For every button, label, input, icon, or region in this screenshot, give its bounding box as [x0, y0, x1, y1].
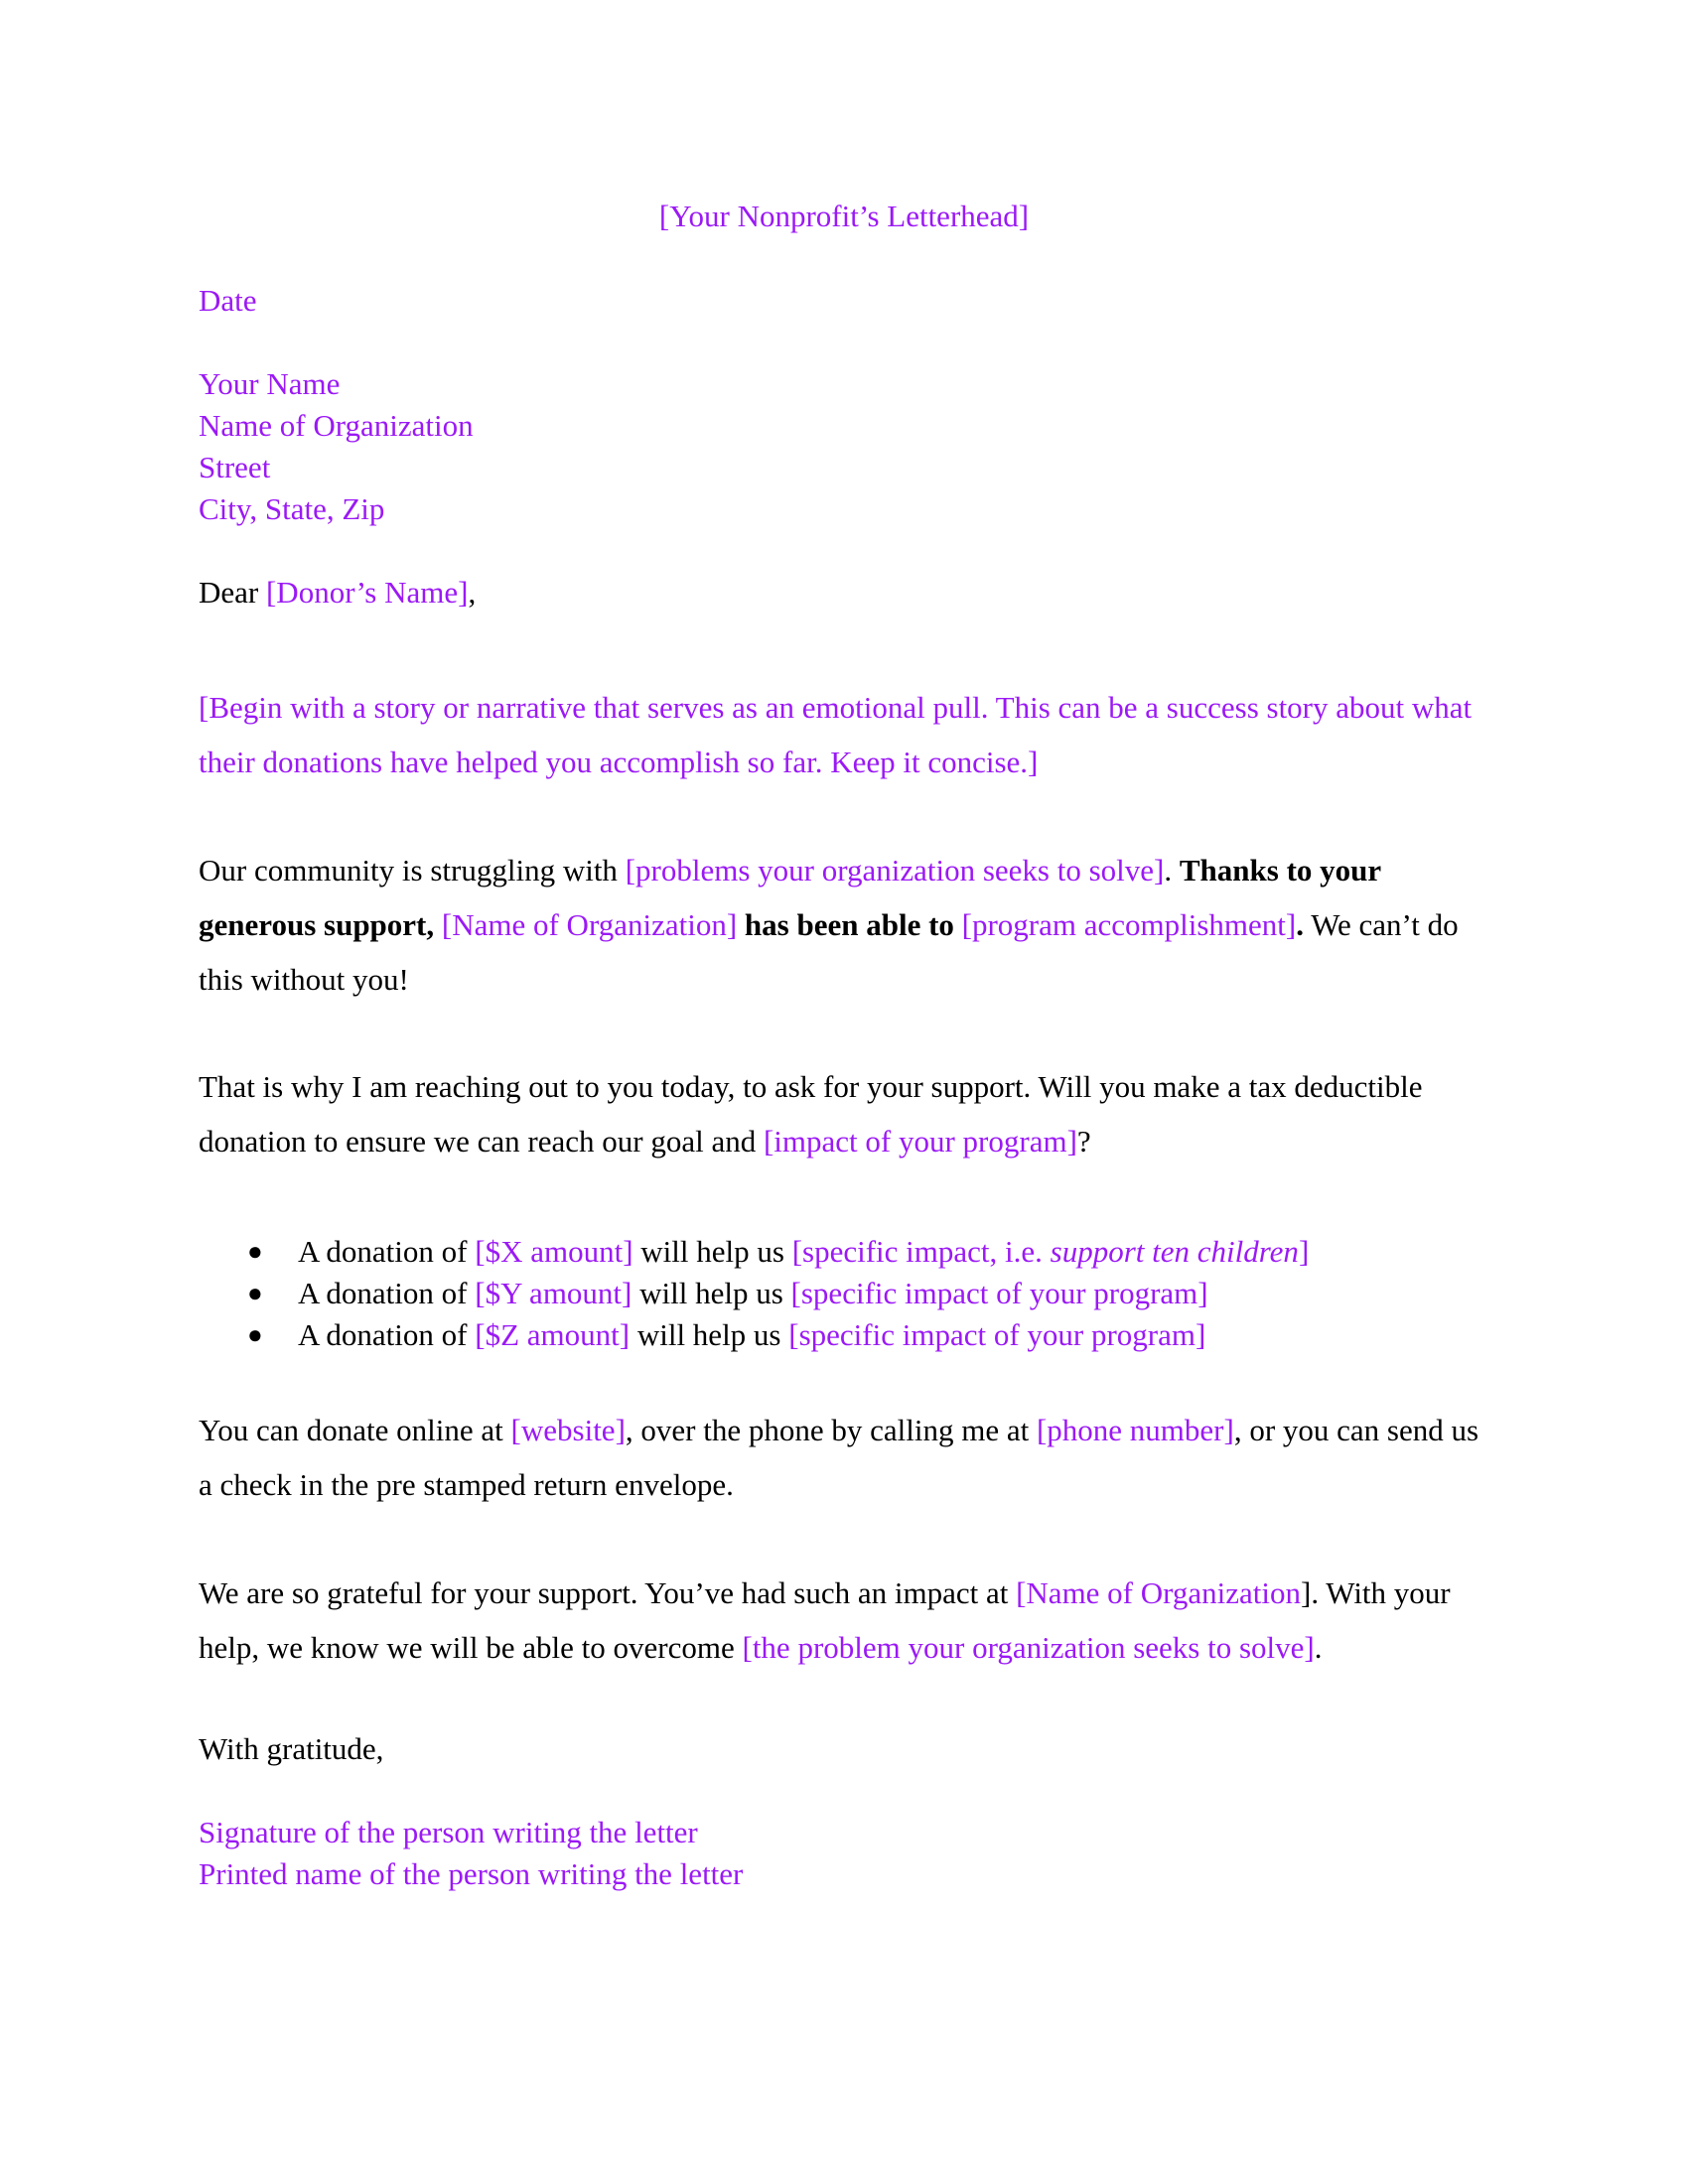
salutation — [199, 572, 476, 614]
signature-line: Signature of the person writing the letter — [199, 1815, 698, 1849]
donor-name-placeholder: [Donor’s Name] — [265, 575, 469, 610]
impact-example-italic: support ten children — [1050, 1234, 1299, 1269]
bullet-middle: will help us — [633, 1234, 792, 1269]
printed-name-line: Printed name of the person writing the letter — [199, 1856, 744, 1891]
community-text-3 — [434, 907, 442, 942]
impact-placeholder: [impact of your program] — [763, 1124, 1077, 1159]
impact-placeholder: [specific impact of your program] — [788, 1317, 1206, 1352]
sender-name: Your Name — [199, 366, 341, 401]
amount-placeholder: [$Z amount] — [475, 1317, 631, 1352]
bullet-dot: ● — [247, 1320, 263, 1349]
grateful-text-1: We are so grateful for your support. You’ve had such an impact at — [199, 1575, 1017, 1610]
bullet-prefix: A donation of — [298, 1276, 476, 1310]
community-text-2: . — [1164, 853, 1180, 887]
grateful-text-3: . — [1314, 1630, 1323, 1665]
thanks-bold-text: Thanks to your generous support, — [199, 853, 1381, 942]
able-to-bold-text: has been able to — [737, 907, 962, 942]
bullet-dot: ● — [247, 1237, 263, 1266]
donate-paragraph — [199, 1403, 1489, 1512]
ask-text-1: That is why I am reaching out to you today, to ask for your support. Will you make a tax deductible donation to ensure we can reach our goal and — [199, 1069, 1423, 1159]
donation-bullet-item — [199, 1314, 1309, 1356]
donate-text-2: , over the phone by calling me at — [625, 1413, 1037, 1447]
sender-street: Street — [199, 450, 271, 484]
grateful-text-2: ]. With your help, we know we will be able to overcome — [199, 1575, 1451, 1665]
donation-bullet-item — [199, 1273, 1309, 1314]
impact-placeholder: [specific impact, i.e. support ten children] — [791, 1234, 1310, 1269]
bullet-prefix: A donation of — [298, 1234, 476, 1269]
ask-paragraph — [199, 1059, 1489, 1168]
donation-bullet-item — [199, 1231, 1309, 1273]
bold-period: . — [1296, 907, 1304, 942]
salutation-prefix: Dear — [199, 575, 266, 610]
organization-name-placeholder: [Name of Organization] — [441, 907, 738, 942]
amount-placeholder: [$X amount] — [475, 1234, 633, 1269]
sender-organization: Name of Organization — [199, 408, 474, 443]
bullet-dot: ● — [247, 1279, 263, 1307]
organization-name-placeholder: [Name of Organization — [1016, 1575, 1302, 1610]
bullet-prefix: A donation of — [298, 1317, 476, 1352]
date-line: Date — [199, 283, 257, 318]
problem-placeholder: [the problem your organization seeks to solve] — [742, 1630, 1315, 1665]
donate-text-1: You can donate online at — [199, 1413, 511, 1447]
donation-list — [199, 1231, 1309, 1356]
problems-placeholder: [problems your organization seeks to solve] — [625, 853, 1165, 887]
community-text-1: Our community is struggling with — [199, 853, 626, 887]
community-text-4: We can’t do this without you! — [199, 907, 1459, 997]
salutation-suffix: , — [468, 575, 477, 610]
amount-placeholder: [$Y amount] — [475, 1276, 633, 1310]
letterhead: [Your Nonprofit’s Letterhead] — [658, 199, 1030, 233]
sender-city-state-zip: City, State, Zip — [199, 491, 385, 526]
program-accomplishment-placeholder: [program accomplishment] — [961, 907, 1297, 942]
community-paragraph — [199, 843, 1489, 1007]
website-placeholder: [website] — [510, 1413, 626, 1447]
donate-text-3: , or you can send us a check in the pre stamped return envelope. — [199, 1413, 1479, 1502]
impact-placeholder: [specific impact of your program] — [790, 1276, 1208, 1310]
bullet-middle: will help us — [630, 1317, 789, 1352]
closing: With gratitude, — [199, 1731, 384, 1766]
ask-text-2: ? — [1076, 1124, 1091, 1159]
bullet-middle: will help us — [632, 1276, 791, 1310]
story-prompt: [Begin with a story or narrative that serves as an emotional pull. This can be a success story about what their donations have helped you accomplish so far. Keep it concise.] — [199, 690, 1473, 779]
phone-number-placeholder: [phone number] — [1036, 1413, 1234, 1447]
grateful-paragraph — [199, 1566, 1489, 1675]
